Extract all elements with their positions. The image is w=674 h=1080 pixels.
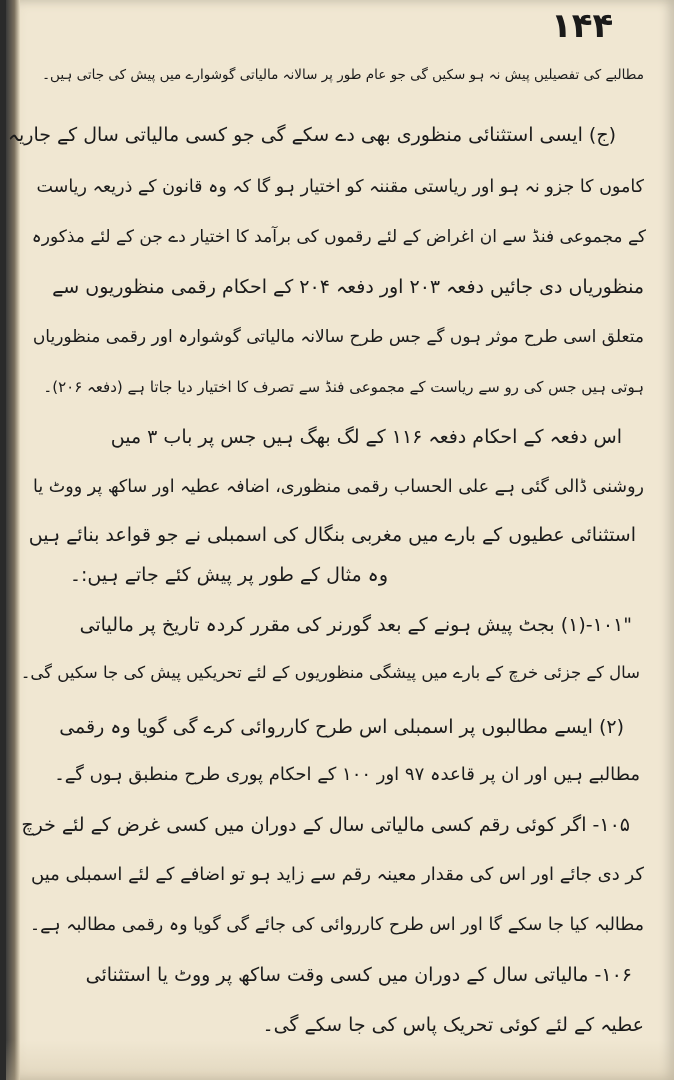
text-line: کر دی جائے اور اس کی مقدار معینہ رقم سے زاید ہو تو اضافے کے لئے اسمبلی میں xyxy=(31,864,644,885)
text-line: ۱۰۶- مالیاتی سال کے دوران میں کسی وقت ساکھ پر ووٹ یا استثنائی xyxy=(85,964,632,986)
book-page xyxy=(6,0,674,1080)
text-line: منظوریاں دی جائیں دفعہ ۲۰۳ اور دفعہ ۲۰۴ کے احکام رقمی منظوریوں سے xyxy=(52,276,644,298)
text-line: وہ مثال کے طور پر پیش کئے جاتے ہیں:۔ xyxy=(69,564,388,586)
text-line: "۱۰۱-(۱) بجٹ پیش ہونے کے بعد گورنر کی مقرر کردہ تاریخ پر مالیاتی xyxy=(79,614,632,636)
text-line: (ج) ایسی استثنائی منظوری بھی دے سکے گی جو کسی مالیاتی سال کے جاریہ xyxy=(7,124,616,146)
text-line: کاموں کا جزو نہ ہو اور ریاستی مقننہ کو اختیار ہو گا کہ وہ قانون کے ذریعہ ریاست xyxy=(36,177,644,197)
text-line: استثنائی عطیوں کے بارے میں مغربی بنگال کی اسمبلی نے جو قواعد بنائے ہیں xyxy=(28,524,636,546)
text-line: عطیہ کے لئے کوئی تحریک پاس کی جا سکے گی۔ xyxy=(262,1014,644,1036)
page-number: ۱۴۴ xyxy=(551,6,614,46)
text-line: روشنی ڈالی گئی ہے علی الحساب رقمی منظوری، اضافہ عطیہ اور ساکھ پر ووٹ یا xyxy=(33,477,644,497)
text-line: ہوتی ہیں جس کی رو سے ریاست کے مجموعی فنڈ سے تصرف کا اختیار دیا جاتا ہے (دفعہ ۲۰۶)۔ xyxy=(43,378,644,396)
text-line: مطالبے کی تفصیلیں پیش نہ ہو سکیں گی جو عام طور پر سالانہ مالیاتی گوشوارے میں پیش کی جاتی ہیں۔ xyxy=(42,67,644,83)
text-line: متعلق اسی طرح موثر ہوں گے جس طرح سالانہ مالیاتی گوشوارہ اور رقمی منظوریاں xyxy=(32,327,644,347)
book-spine-shadow xyxy=(6,0,20,1080)
text-line: مطالبہ کیا جا سکے گا اور اس طرح کارروائی کی جائے گی گویا وہ رقمی مطالبہ ہے۔ xyxy=(29,915,644,935)
text-line: کے مجموعی فنڈ سے ان اغراض کے لئے رقموں کی برآمد کا اختیار دے جن کے لئے مذکورہ xyxy=(31,227,646,247)
text-line: ۱۰۵- اگر کوئی رقم کسی مالیاتی سال کے دوران میں کسی غرض کے لئے خرچ xyxy=(21,814,630,836)
text-line: (۲) ایسے مطالبوں پر اسمبلی اس طرح کارروائی کرے گی گویا وہ رقمی xyxy=(59,716,624,738)
page-bottom-shadow xyxy=(6,1040,674,1080)
text-line: سال کے جزئی خرچ کے بارے میں پیشگی منظوریوں کے لئے تحریکیں پیش کی جا سکیں گی۔ xyxy=(20,663,640,682)
text-line: اس دفعہ کے احکام دفعہ ۱۱۶ کے لگ بھگ ہیں جس پر باب ۳ میں xyxy=(110,426,622,448)
text-line: مطالبے ہیں اور ان پر قاعدہ ۹۷ اور ۱۰۰ کے احکام پوری طرح منطبق ہوں گے۔ xyxy=(54,764,640,785)
